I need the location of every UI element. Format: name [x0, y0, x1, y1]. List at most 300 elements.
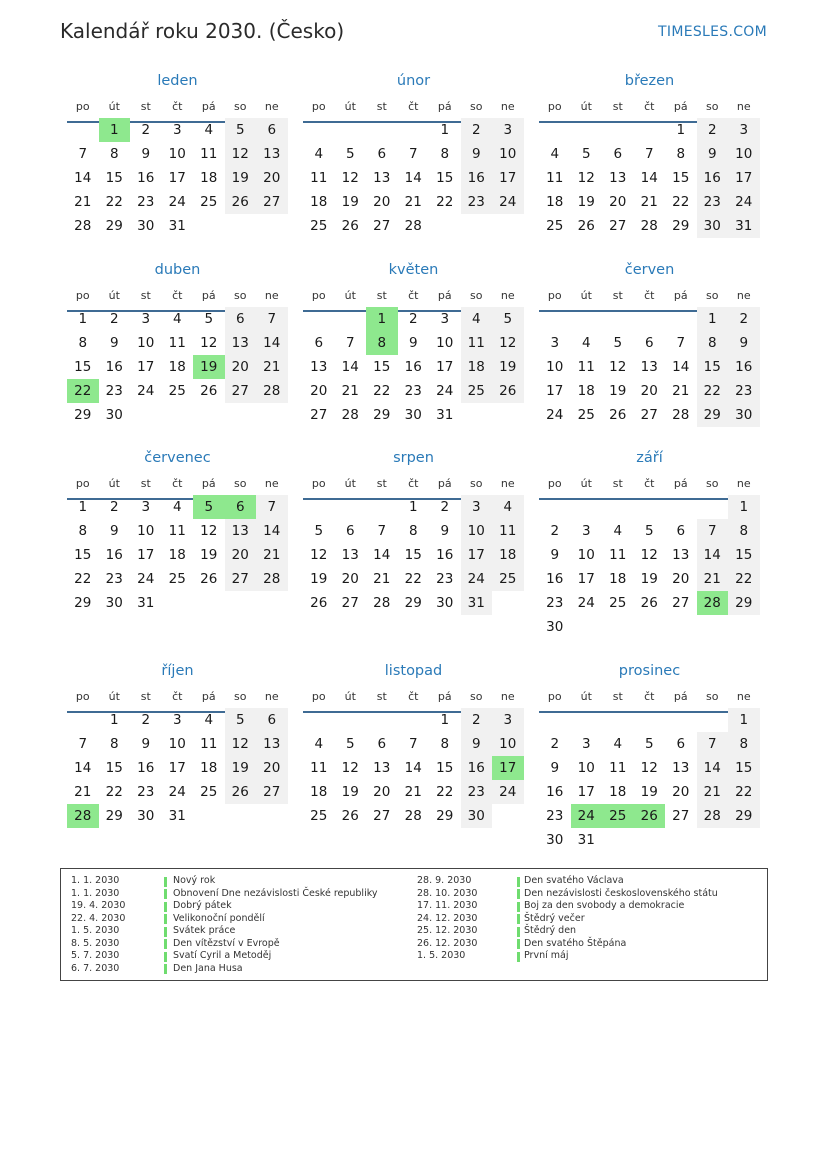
day-cell: 20 — [672, 784, 690, 800]
month-divider — [539, 498, 760, 500]
day-cell: 5 — [345, 736, 355, 752]
day-cell: 16 — [546, 571, 564, 587]
day-cell: 24 — [137, 571, 155, 587]
day-cell: 6 — [377, 146, 387, 162]
day-cell: 3 — [172, 712, 182, 728]
weekday-header: út — [344, 690, 356, 703]
day-cell: 29 — [436, 808, 454, 824]
weekday-header: po — [75, 690, 90, 703]
weekday-header: pá — [201, 289, 216, 302]
day-cell: 27 — [341, 595, 359, 611]
day-cell: 28 — [341, 407, 359, 423]
day-cell: 29 — [672, 218, 690, 234]
day-cell: 19 — [577, 194, 595, 210]
day-cell: 13 — [225, 519, 257, 543]
day-cell: 27 — [256, 190, 288, 214]
month-name: únor — [396, 73, 431, 89]
day-cell: 25 — [577, 407, 595, 423]
day-cell: 10 — [546, 359, 564, 375]
day-cell: 12 — [609, 359, 627, 375]
day-cell: 20 — [310, 383, 328, 399]
day-cell: 10 — [168, 146, 186, 162]
day-cell: 2 — [550, 736, 560, 752]
day-cell: 18 — [168, 359, 186, 375]
day-cell: 4 — [461, 307, 493, 331]
legend-holiday-name: Obnovení Dne nezávislosti České republiky — [173, 887, 378, 899]
day-cell: 21 — [256, 543, 288, 567]
day-cell: 10 — [492, 142, 524, 166]
day-cell: 22 — [105, 784, 123, 800]
day-cell: 23 — [436, 571, 454, 587]
holiday-legend — [60, 868, 768, 981]
brand-link[interactable]: TIMESLES.COM — [658, 24, 767, 40]
weekday-header: čt — [172, 289, 183, 302]
month-name: listopad — [384, 663, 443, 679]
legend-item — [61, 938, 761, 951]
day-cell: 27 — [672, 808, 690, 824]
weekday-header: pá — [437, 289, 452, 302]
day-cell: 12 — [225, 732, 257, 756]
day-cell: 22 — [728, 780, 760, 804]
day-cell: 12 — [200, 335, 218, 351]
day-cell: 23 — [461, 190, 493, 214]
month-name: září — [636, 450, 663, 466]
day-cell: 9 — [408, 335, 418, 351]
day-cell: 3 — [581, 523, 591, 539]
weekday-header: ne — [500, 477, 515, 490]
holiday-day-cell: 28 — [697, 591, 729, 615]
day-cell: 7 — [256, 307, 288, 331]
day-cell: 26 — [225, 780, 257, 804]
legend-holiday-name: Svatí Cyril a Metoděj — [173, 950, 272, 961]
weekday-header: út — [108, 477, 120, 490]
day-cell: 6 — [256, 118, 288, 142]
day-cell: 25 — [200, 194, 218, 210]
day-cell: 17 — [137, 359, 155, 375]
legend-marker — [517, 902, 520, 912]
day-cell: 15 — [436, 760, 454, 776]
month-name: duben — [154, 262, 201, 278]
day-cell: 11 — [609, 760, 627, 776]
day-cell: 30 — [105, 595, 123, 611]
day-cell: 26 — [341, 218, 359, 234]
day-cell: 3 — [728, 118, 760, 142]
day-cell: 12 — [492, 331, 524, 355]
day-cell: 13 — [225, 331, 257, 355]
weekday-header: st — [376, 100, 387, 113]
day-cell: 24 — [137, 383, 155, 399]
day-cell: 18 — [492, 543, 524, 567]
legend-item — [61, 925, 761, 938]
holiday-day-cell: 1 — [99, 118, 131, 142]
day-cell: 19 — [341, 194, 359, 210]
legend-date: 22. 4. 2030 — [71, 912, 126, 924]
day-cell: 19 — [492, 355, 524, 379]
weekday-header: út — [580, 477, 592, 490]
weekday-header: po — [311, 289, 326, 302]
day-cell: 23 — [105, 571, 123, 587]
weekday-header: pá — [201, 690, 216, 703]
weekday-header: ne — [264, 289, 279, 302]
day-cell: 2 — [141, 712, 151, 728]
day-cell: 27 — [640, 407, 658, 423]
day-cell: 30 — [105, 407, 123, 423]
day-cell: 16 — [546, 784, 564, 800]
weekday-header: po — [75, 100, 90, 113]
holiday-day-cell: 24 — [571, 804, 603, 828]
month-divider — [539, 711, 760, 713]
day-cell: 1 — [676, 122, 686, 138]
day-cell: 1 — [728, 708, 760, 732]
legend-date: 5. 7. 2030 — [71, 950, 120, 961]
weekday-header: ne — [736, 477, 751, 490]
day-cell: 16 — [461, 756, 493, 780]
day-cell: 6 — [256, 708, 288, 732]
day-cell: 12 — [577, 170, 595, 186]
month-name: prosinec — [618, 663, 681, 679]
weekday-header: st — [140, 289, 151, 302]
holiday-day-cell: 8 — [366, 331, 398, 355]
day-cell: 24 — [168, 194, 186, 210]
day-cell: 12 — [341, 170, 359, 186]
day-cell: 27 — [672, 595, 690, 611]
day-cell: 3 — [461, 495, 493, 519]
day-cell: 29 — [697, 403, 729, 427]
legend-marker — [517, 939, 520, 949]
month-name: červenec — [144, 450, 211, 466]
day-cell: 4 — [492, 495, 524, 519]
legend-holiday-name: První máj — [524, 950, 569, 961]
day-cell: 22 — [672, 194, 690, 210]
day-cell: 21 — [697, 780, 729, 804]
day-cell: 20 — [373, 194, 391, 210]
day-cell: 3 — [492, 708, 524, 732]
legend-holiday-name: Boj za den svobody a demokracie — [524, 900, 685, 911]
day-cell: 2 — [697, 118, 729, 142]
day-cell: 4 — [613, 736, 623, 752]
day-cell: 13 — [609, 170, 627, 186]
day-cell: 9 — [109, 335, 119, 351]
day-cell: 12 — [640, 760, 658, 776]
weekday-header: čt — [644, 690, 655, 703]
weekday-header: po — [547, 289, 562, 302]
day-cell: 13 — [373, 760, 391, 776]
day-cell: 21 — [404, 194, 422, 210]
holiday-day-cell: 25 — [602, 804, 634, 828]
day-cell: 1 — [440, 712, 450, 728]
legend-marker — [517, 889, 520, 899]
day-cell: 2 — [728, 307, 760, 331]
day-cell: 12 — [341, 760, 359, 776]
day-cell: 16 — [137, 170, 155, 186]
day-cell: 15 — [74, 359, 92, 375]
day-cell: 11 — [168, 523, 186, 539]
day-cell: 6 — [377, 736, 387, 752]
legend-date: 24. 12. 2030 — [417, 912, 478, 924]
weekday-header: so — [706, 690, 719, 703]
legend-date: 19. 4. 2030 — [71, 900, 126, 911]
day-cell: 17 — [577, 571, 595, 587]
day-cell: 4 — [550, 146, 560, 162]
legend-date: 1. 5. 2030 — [71, 925, 120, 936]
day-cell: 1 — [440, 122, 450, 138]
legend-marker — [517, 952, 520, 962]
legend-date: 8. 5. 2030 — [71, 937, 120, 949]
day-cell: 20 — [256, 166, 288, 190]
day-cell: 25 — [546, 218, 564, 234]
day-cell: 2 — [408, 311, 418, 327]
day-cell: 6 — [676, 523, 686, 539]
day-cell: 29 — [74, 595, 92, 611]
day-cell: 30 — [546, 619, 564, 635]
day-cell: 7 — [345, 335, 355, 351]
day-cell: 4 — [204, 712, 214, 728]
legend-holiday-name: Svátek práce — [173, 925, 236, 936]
day-cell: 11 — [577, 359, 595, 375]
holiday-day-cell: 26 — [634, 804, 666, 828]
day-cell: 19 — [640, 571, 658, 587]
weekday-header: po — [547, 477, 562, 490]
day-cell: 16 — [105, 547, 123, 563]
weekday-header: st — [612, 690, 623, 703]
day-cell: 22 — [436, 784, 454, 800]
weekday-header: ne — [264, 690, 279, 703]
day-cell: 5 — [644, 736, 654, 752]
day-cell: 28 — [404, 808, 422, 824]
day-cell: 25 — [310, 808, 328, 824]
day-cell: 8 — [728, 732, 760, 756]
day-cell: 4 — [613, 523, 623, 539]
day-cell: 11 — [200, 736, 218, 752]
day-cell: 9 — [697, 142, 729, 166]
day-cell: 18 — [609, 571, 627, 587]
day-cell: 6 — [676, 736, 686, 752]
weekday-header: pá — [201, 477, 216, 490]
day-cell: 28 — [256, 567, 288, 591]
weekday-header: ne — [736, 100, 751, 113]
legend-holiday-name: Nový rok — [173, 875, 216, 886]
day-cell: 18 — [200, 170, 218, 186]
day-cell: 1 — [109, 712, 119, 728]
day-cell: 8 — [676, 146, 686, 162]
day-cell: 9 — [550, 760, 560, 776]
weekday-header: po — [547, 690, 562, 703]
day-cell: 30 — [436, 595, 454, 611]
day-cell: 1 — [408, 499, 418, 515]
month-name: červen — [624, 262, 675, 278]
day-cell: 23 — [404, 383, 422, 399]
legend-item — [61, 913, 761, 926]
day-cell: 12 — [310, 547, 328, 563]
day-cell: 20 — [225, 355, 257, 379]
weekday-header: čt — [408, 477, 419, 490]
day-cell: 20 — [672, 571, 690, 587]
day-cell: 21 — [74, 194, 92, 210]
day-cell: 30 — [137, 808, 155, 824]
day-cell: 8 — [408, 523, 418, 539]
day-cell: 21 — [256, 355, 288, 379]
weekday-header: čt — [644, 477, 655, 490]
day-cell: 22 — [697, 379, 729, 403]
weekday-header: pá — [673, 477, 688, 490]
day-cell: 17 — [728, 166, 760, 190]
day-cell: 27 — [373, 218, 391, 234]
day-cell: 21 — [697, 567, 729, 591]
legend-date: 28. 9. 2030 — [417, 875, 472, 886]
month-name: květen — [388, 262, 439, 278]
day-cell: 29 — [105, 218, 123, 234]
day-cell: 15 — [105, 170, 123, 186]
day-cell: 4 — [314, 736, 324, 752]
day-cell: 23 — [546, 595, 564, 611]
legend-holiday-name: Štědrý večer — [524, 912, 585, 924]
legend-holiday-name: Den svatého Štěpána — [524, 937, 627, 949]
day-cell: 4 — [204, 122, 214, 138]
day-cell: 7 — [697, 732, 729, 756]
day-cell: 14 — [404, 170, 422, 186]
day-cell: 8 — [109, 146, 119, 162]
day-cell: 20 — [640, 383, 658, 399]
day-cell: 20 — [341, 571, 359, 587]
weekday-header: ne — [500, 289, 515, 302]
day-cell: 26 — [341, 808, 359, 824]
day-cell: 1 — [697, 307, 729, 331]
day-cell: 30 — [404, 407, 422, 423]
day-cell: 27 — [256, 780, 288, 804]
day-cell: 27 — [609, 218, 627, 234]
legend-marker — [517, 877, 520, 887]
day-cell: 16 — [105, 359, 123, 375]
legend-holiday-name: Den vítězství v Evropě — [173, 937, 280, 949]
day-cell: 26 — [492, 379, 524, 403]
day-cell: 16 — [137, 760, 155, 776]
day-cell: 26 — [200, 571, 218, 587]
day-cell: 21 — [672, 383, 690, 399]
day-cell: 9 — [141, 736, 151, 752]
day-cell: 8 — [697, 331, 729, 355]
weekday-header: čt — [172, 100, 183, 113]
day-cell: 31 — [728, 214, 760, 238]
day-cell: 21 — [404, 784, 422, 800]
legend-date: 26. 12. 2030 — [417, 937, 478, 949]
day-cell: 19 — [341, 784, 359, 800]
day-cell: 31 — [436, 407, 454, 423]
day-cell: 28 — [640, 218, 658, 234]
day-cell: 24 — [461, 567, 493, 591]
weekday-header: út — [580, 100, 592, 113]
day-cell: 13 — [672, 547, 690, 563]
day-cell: 5 — [314, 523, 324, 539]
day-cell: 16 — [436, 547, 454, 563]
day-cell: 21 — [341, 383, 359, 399]
day-cell: 22 — [436, 194, 454, 210]
weekday-header: st — [612, 477, 623, 490]
day-cell: 5 — [492, 307, 524, 331]
day-cell: 14 — [640, 170, 658, 186]
day-cell: 14 — [256, 331, 288, 355]
day-cell: 5 — [225, 118, 257, 142]
month-name: říjen — [161, 663, 194, 679]
holiday-day-cell: 28 — [67, 804, 99, 828]
weekday-header: pá — [673, 100, 688, 113]
day-cell: 2 — [440, 499, 450, 515]
legend-item — [61, 900, 761, 913]
day-cell: 24 — [436, 383, 454, 399]
day-cell: 8 — [78, 523, 88, 539]
day-cell: 28 — [404, 218, 422, 234]
day-cell: 4 — [172, 311, 182, 327]
day-cell: 13 — [256, 142, 288, 166]
day-cell: 7 — [78, 146, 88, 162]
day-cell: 15 — [697, 355, 729, 379]
day-cell: 10 — [577, 547, 595, 563]
weekday-header: so — [706, 289, 719, 302]
weekday-header: ne — [264, 477, 279, 490]
day-cell: 30 — [546, 832, 564, 848]
weekday-header: st — [376, 289, 387, 302]
weekday-header: pá — [437, 477, 452, 490]
holiday-day-cell: 1 — [366, 307, 398, 331]
day-cell: 3 — [581, 736, 591, 752]
weekday-header: ne — [500, 100, 515, 113]
day-cell: 11 — [609, 547, 627, 563]
day-cell: 22 — [373, 383, 391, 399]
holiday-day-cell: 17 — [492, 756, 524, 780]
day-cell: 10 — [436, 335, 454, 351]
day-cell: 19 — [609, 383, 627, 399]
day-cell: 7 — [408, 146, 418, 162]
weekday-header: so — [470, 477, 483, 490]
weekday-header: st — [140, 100, 151, 113]
day-cell: 1 — [78, 499, 88, 515]
weekday-header: út — [108, 100, 120, 113]
day-cell: 31 — [137, 595, 155, 611]
day-cell: 15 — [672, 170, 690, 186]
weekday-header: út — [108, 289, 120, 302]
day-cell: 23 — [105, 383, 123, 399]
legend-date: 1. 1. 2030 — [71, 887, 120, 899]
day-cell: 29 — [105, 808, 123, 824]
day-cell: 30 — [461, 804, 493, 828]
day-cell: 5 — [345, 146, 355, 162]
day-cell: 25 — [168, 571, 186, 587]
day-cell: 17 — [461, 543, 493, 567]
legend-date: 1. 1. 2030 — [71, 875, 120, 886]
legend-holiday-name: Štědrý den — [524, 925, 577, 936]
day-cell: 27 — [373, 808, 391, 824]
day-cell: 17 — [577, 784, 595, 800]
day-cell: 17 — [168, 760, 186, 776]
day-cell: 24 — [492, 190, 524, 214]
weekday-header: so — [234, 100, 247, 113]
day-cell: 7 — [644, 146, 654, 162]
weekday-header: st — [140, 690, 151, 703]
day-cell: 15 — [728, 543, 760, 567]
page-title: Kalendář roku 2030. (Česko) — [60, 19, 345, 43]
weekday-header: so — [470, 289, 483, 302]
weekday-header: ne — [264, 100, 279, 113]
day-cell: 26 — [640, 595, 658, 611]
day-cell: 2 — [141, 122, 151, 138]
day-cell: 31 — [461, 591, 493, 615]
day-cell: 29 — [728, 804, 760, 828]
day-cell: 15 — [728, 756, 760, 780]
day-cell: 29 — [404, 595, 422, 611]
day-cell: 10 — [577, 760, 595, 776]
day-cell: 15 — [74, 547, 92, 563]
day-cell: 15 — [105, 760, 123, 776]
day-cell: 8 — [728, 519, 760, 543]
